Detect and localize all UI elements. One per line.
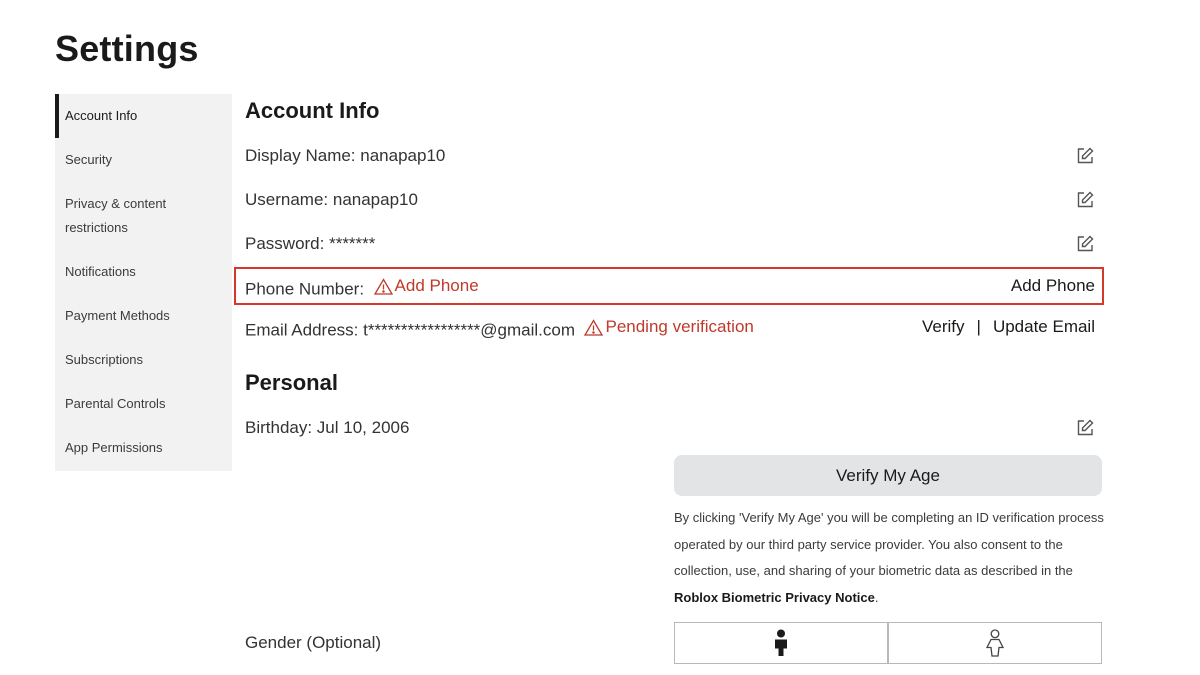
page-title: Settings	[55, 28, 199, 69]
verify-my-age-button[interactable]: Verify My Age	[674, 455, 1102, 496]
sidebar-item-parental-controls[interactable]: Parental Controls	[65, 396, 166, 411]
verify-email-button[interactable]: Verify	[921, 317, 965, 336]
add-phone-button[interactable]: Add Phone	[1010, 276, 1095, 295]
sidebar-item-app-permissions[interactable]: App Permissions	[65, 440, 163, 455]
update-email-button[interactable]: Update Email	[992, 317, 1095, 336]
username-value: Username: nanapap10	[245, 190, 418, 209]
sidebar-item-account-info[interactable]: Account Info	[65, 108, 138, 123]
sidebar-item-payment-methods[interactable]: Payment Methods	[65, 308, 170, 323]
sidebar-item-privacy[interactable]: Privacy & content restrictions	[65, 196, 167, 235]
birthday-row	[245, 416, 1095, 440]
phone-warning-text[interactable]: Add Phone	[394, 276, 479, 295]
birthday-value: Birthday: Jul 10, 2006	[245, 418, 410, 437]
password-row	[245, 232, 1095, 256]
gender-male-button[interactable]	[675, 623, 887, 663]
settings-sidebar	[55, 94, 232, 471]
gender-label: Gender (Optional)	[245, 633, 382, 652]
email-value: Email Address: t*****************@gmail.com	[245, 320, 580, 340]
phone-number-row	[245, 274, 1095, 298]
display-name-value: Display Name: nanapap10	[245, 146, 446, 165]
edit-username-icon[interactable]	[1075, 190, 1095, 210]
warning-icon	[374, 278, 393, 295]
edit-display-name-icon[interactable]	[1075, 146, 1095, 166]
sidebar-item-subscriptions[interactable]: Subscriptions	[65, 352, 144, 367]
disclaimer-end: .	[874, 589, 879, 605]
personal-heading: Personal	[245, 370, 338, 395]
warning-icon	[584, 319, 603, 336]
phone-number-label: Phone Number:	[245, 279, 369, 299]
sidebar-item-notifications[interactable]: Notifications	[65, 264, 136, 279]
email-actions	[922, 315, 1095, 339]
email-actions-separator: |	[976, 317, 981, 336]
disclaimer-text: By clicking 'Verify My Age' you will be completing an ID verification process operated by our third party service provider. You also consent to the collection, use, and sharing of your biometric data as described in the	[674, 510, 1104, 578]
account-info-heading: Account Info	[245, 98, 380, 123]
biometric-privacy-notice-link[interactable]: Roblox Biometric Privacy Notice	[674, 589, 875, 605]
female-icon	[985, 629, 1005, 657]
edit-birthday-icon[interactable]	[1075, 418, 1095, 438]
password-value: Password: *******	[245, 234, 376, 253]
email-row	[245, 315, 1095, 339]
edit-password-icon[interactable]	[1075, 234, 1095, 254]
email-warning-text: Pending verification	[605, 317, 754, 336]
gender-female-button[interactable]	[887, 623, 1101, 663]
username-row	[245, 188, 1095, 212]
sidebar-item-security[interactable]: Security	[65, 152, 112, 167]
gender-selector	[674, 622, 1102, 664]
display-name-row	[245, 144, 1095, 168]
email-warning	[584, 315, 753, 339]
phone-warning	[374, 274, 479, 298]
verify-age-disclaimer	[674, 505, 1104, 611]
male-icon	[773, 629, 789, 657]
